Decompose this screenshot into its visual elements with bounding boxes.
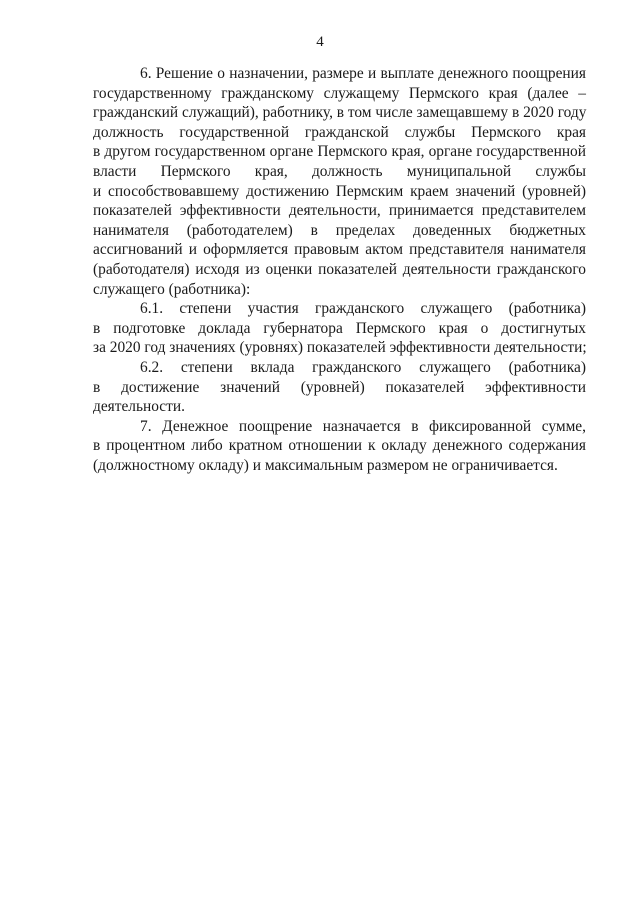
text-line: и способствовавшему достижению Пермским краем значений (уровней): [93, 182, 586, 200]
text-line: 6.1. степени участия гражданского служащего (работника): [140, 300, 586, 318]
text-line: показателей эффективности деятельности, принимается представителем: [93, 202, 586, 220]
document-body: [93, 64, 586, 475]
text-line: 6. Решение о назначении, размере и выплате денежного поощрения: [140, 65, 586, 82]
text-line: гражданский служащий), работнику, в том числе замещавшему в 2020 году: [93, 104, 587, 122]
text-line: власти Пермского края, должность муниципальной службы: [93, 162, 586, 180]
text-line: (должностному окладу) и максимальным размером не ограничивается.: [93, 456, 558, 474]
text-line: 7. Денежное поощрение назначается в фиксированной сумме,: [140, 417, 586, 435]
text-line: должность государственной гражданской службы Пермского края: [93, 123, 586, 141]
text-line: в достижение значений (уровней) показателей эффективности: [93, 378, 586, 396]
text-line: ассигнований и оформляется правовым актом представителя нанимателя: [93, 241, 586, 259]
text-line: деятельности.: [93, 398, 185, 416]
text-line: нанимателя (работодателем) в пределах доведенных бюджетных: [93, 221, 586, 239]
text-line: в другом государственном органе Пермского края, органе государственной: [93, 143, 586, 161]
text-line: (работодателя) исходя из оценки показателей деятельности гражданского: [93, 260, 586, 278]
text-line: 6.2. степени вклада гражданского служащего (работника): [140, 358, 586, 376]
text-line: за 2020 год значениях (уровнях) показателей эффективности деятельности;: [93, 339, 587, 357]
text-line: в процентном либо кратном отношении к окладу денежного содержания: [93, 437, 586, 455]
page-number: 4: [316, 34, 324, 50]
text-line: государственному гражданскому служащему Пермского края (далее –: [93, 84, 586, 102]
text-line: в подготовке доклада губернатора Пермского края о достигнутых: [93, 319, 586, 337]
text-line: служащего (работника):: [93, 280, 251, 298]
